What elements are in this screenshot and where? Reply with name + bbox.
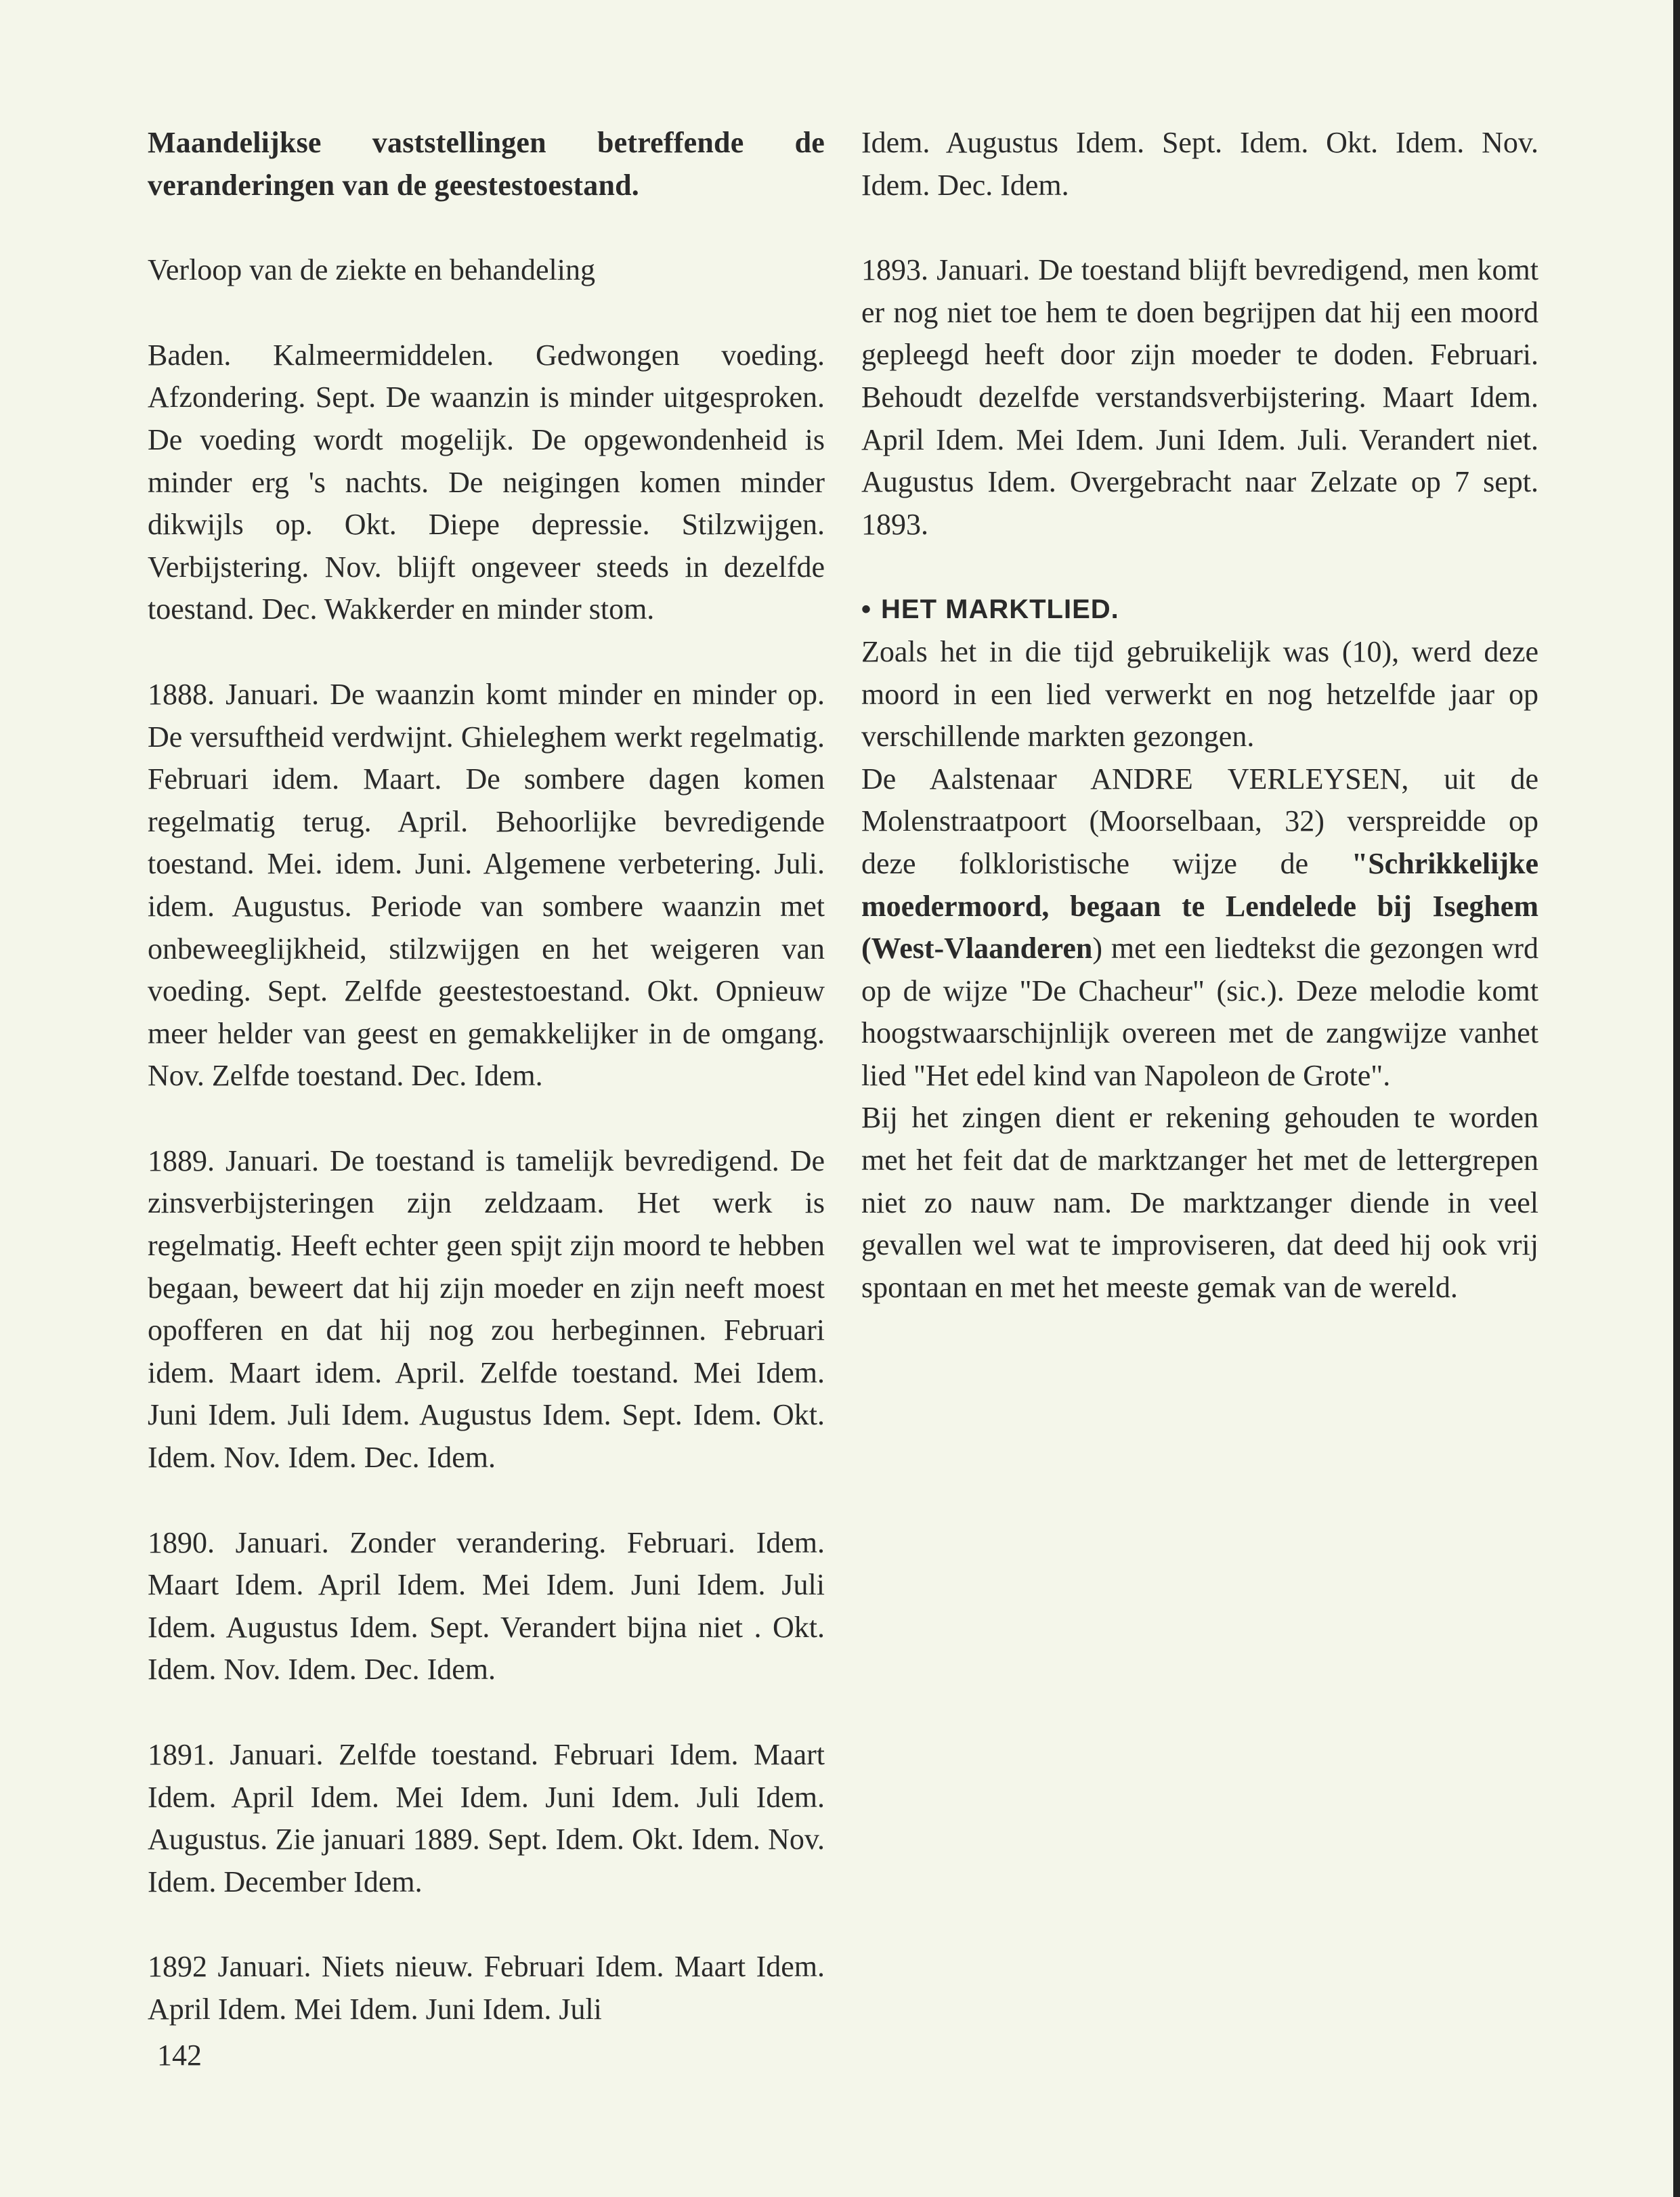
para2-end: ) met een liedtekst die gezongen wrd op de wijze "De Chacheur" (sic.). Deze melodie komt hoogstwaarschijnlijk overeen met de zangwijze vanhet lied "Het edel kind van Napoleon de Grote". [861, 932, 1538, 1092]
song-title-region: West-Vlaanderen [871, 932, 1093, 965]
paragraph-marktlied-2 [861, 758, 1538, 1097]
page-number: 142 [157, 2039, 202, 2072]
article-heading: Maandelijkse vaststellingen betreffende de veranderingen van de geestestoestand. [148, 126, 825, 202]
paragraph-marktlied-1: Zoals het in die tijd gebruikelijk was (10), werd deze moord in een lied verwerkt en nog hetzelfde jaar op verschillende markten gezongen. [861, 634, 1538, 754]
subheading: Verloop van de ziekte en behandeling [148, 253, 595, 287]
paragraph-marktlied-3: Bij het zingen dient er rekening gehouden te worden met het feit dat de marktzanger het met de lettergrepen niet zo nauw nam. De marktzanger diende in veel gevallen wel wat te improviseren, dat deed hij ook vrij spontaan en met het meeste gemak van de wereld. [861, 1101, 1538, 1304]
paragraph-1893: 1893. Januari. De toestand blijft bevredigend, men komt er nog niet toe hem te doen begrijpen dat hij een moord gepleegd heeft door zijn moeder te doden. Februari. Behoudt dezelfde verstandsverbijstering. Maart Idem. April Idem. Mei Idem. Juni Idem. Juli. Verandert niet. Augustus Idem. Overgebracht naar Zelzate op 7 sept. 1893. [861, 253, 1538, 541]
bullet-icon: • [861, 594, 872, 625]
right-column [861, 122, 1538, 1309]
paragraph-1889: 1889. Januari. De toestand is tamelijk bevredigend. De zinsverbijsteringen zijn zeldzaam. Het werk is regelmatig. Heeft echter geen spijt zijn moord te hebben begaan, beweert dat hij zijn moeder en zijn neeft moest opofferen en dat hij nog zou herbeginnen. Februari idem. Maart idem. April. Zelfde toestand. Mei Idem. Juni Idem. Juli Idem. Augustus Idem. Sept. Idem. Okt. Idem. Nov. Idem. Dec. Idem. [148, 1144, 825, 1475]
left-column [148, 122, 825, 2074]
paragraph-1892-continued: Idem. Augustus Idem. Sept. Idem. Okt. Idem. Nov. Idem. Dec. Idem. [861, 126, 1538, 202]
paragraph-1890: 1890. Januari. Zonder verandering. Februari. Idem. Maart Idem. April Idem. Mei Idem. Juni Idem. Juli Idem. Augustus Idem. Sept. Verandert bijna niet . Okt. Idem. Nov. Idem. Dec. Idem. [148, 1525, 825, 1687]
para2-start: De Aalstenaar ANDRE VERLEYSEN, uit de Molenstraatpoort (Moorselbaan, 32) verspreidde op deze folkloristische wijze de [861, 762, 1538, 880]
section-title-text: HET MARKTLIED. [881, 594, 1119, 625]
paragraph-1888: 1888. Januari. De waanzin komt minder en minder op. De versuftheid verdwijnt. Ghieleghem werkt regelmatig. Februari idem. Maart. De sombere dagen komen regelmatig terug. April. Behoorlijke bevredigende toestand. Mei. idem. Juni. Algemene verbetering. Juli. idem. Augustus. Periode van sombere waanzin met onbeweeglijkheid, stilzwijgen en het weigeren van voeding. Sept. Zelfde geestestoestand. Okt. Opnieuw meer helder van geest en gemakkelijker in de omgang. Nov. Zelfde toestand. Dec. Idem. [148, 677, 825, 1093]
paragraph-1891: 1891. Januari. Zelfde toestand. Februari Idem. Maart Idem. April Idem. Mei Idem. Juni Idem. Juli Idem. Augustus. Zie januari 1889. Sept. Idem. Okt. Idem. Nov. Idem. December Idem. [148, 1738, 825, 1898]
page-edge [1673, 0, 1680, 2197]
paragraph-1892: 1892 Januari. Niets nieuw. Februari Idem. Maart Idem. April Idem. Mei Idem. Juni Idem. Juli [148, 1950, 825, 2026]
section-title [861, 588, 1538, 631]
song-title: "Schrikkelijke moedermoord, begaan te Lendelede bij Iseghem ( [861, 846, 1538, 965]
paragraph-treatment: Baden. Kalmeermiddelen. Gedwongen voeding. Afzondering. Sept. De waanzin is minder uitgesproken. De voeding wordt mogelijk. De opgewondenheid is minder erg 's nachts. De neigingen komen minder dikwijls op. Okt. Diepe depressie. Stilzwijgen. Verbijstering. Nov. blijft ongeveer steeds in dezelfde toestand. Dec. Wakkerder en minder stom. [148, 338, 825, 626]
